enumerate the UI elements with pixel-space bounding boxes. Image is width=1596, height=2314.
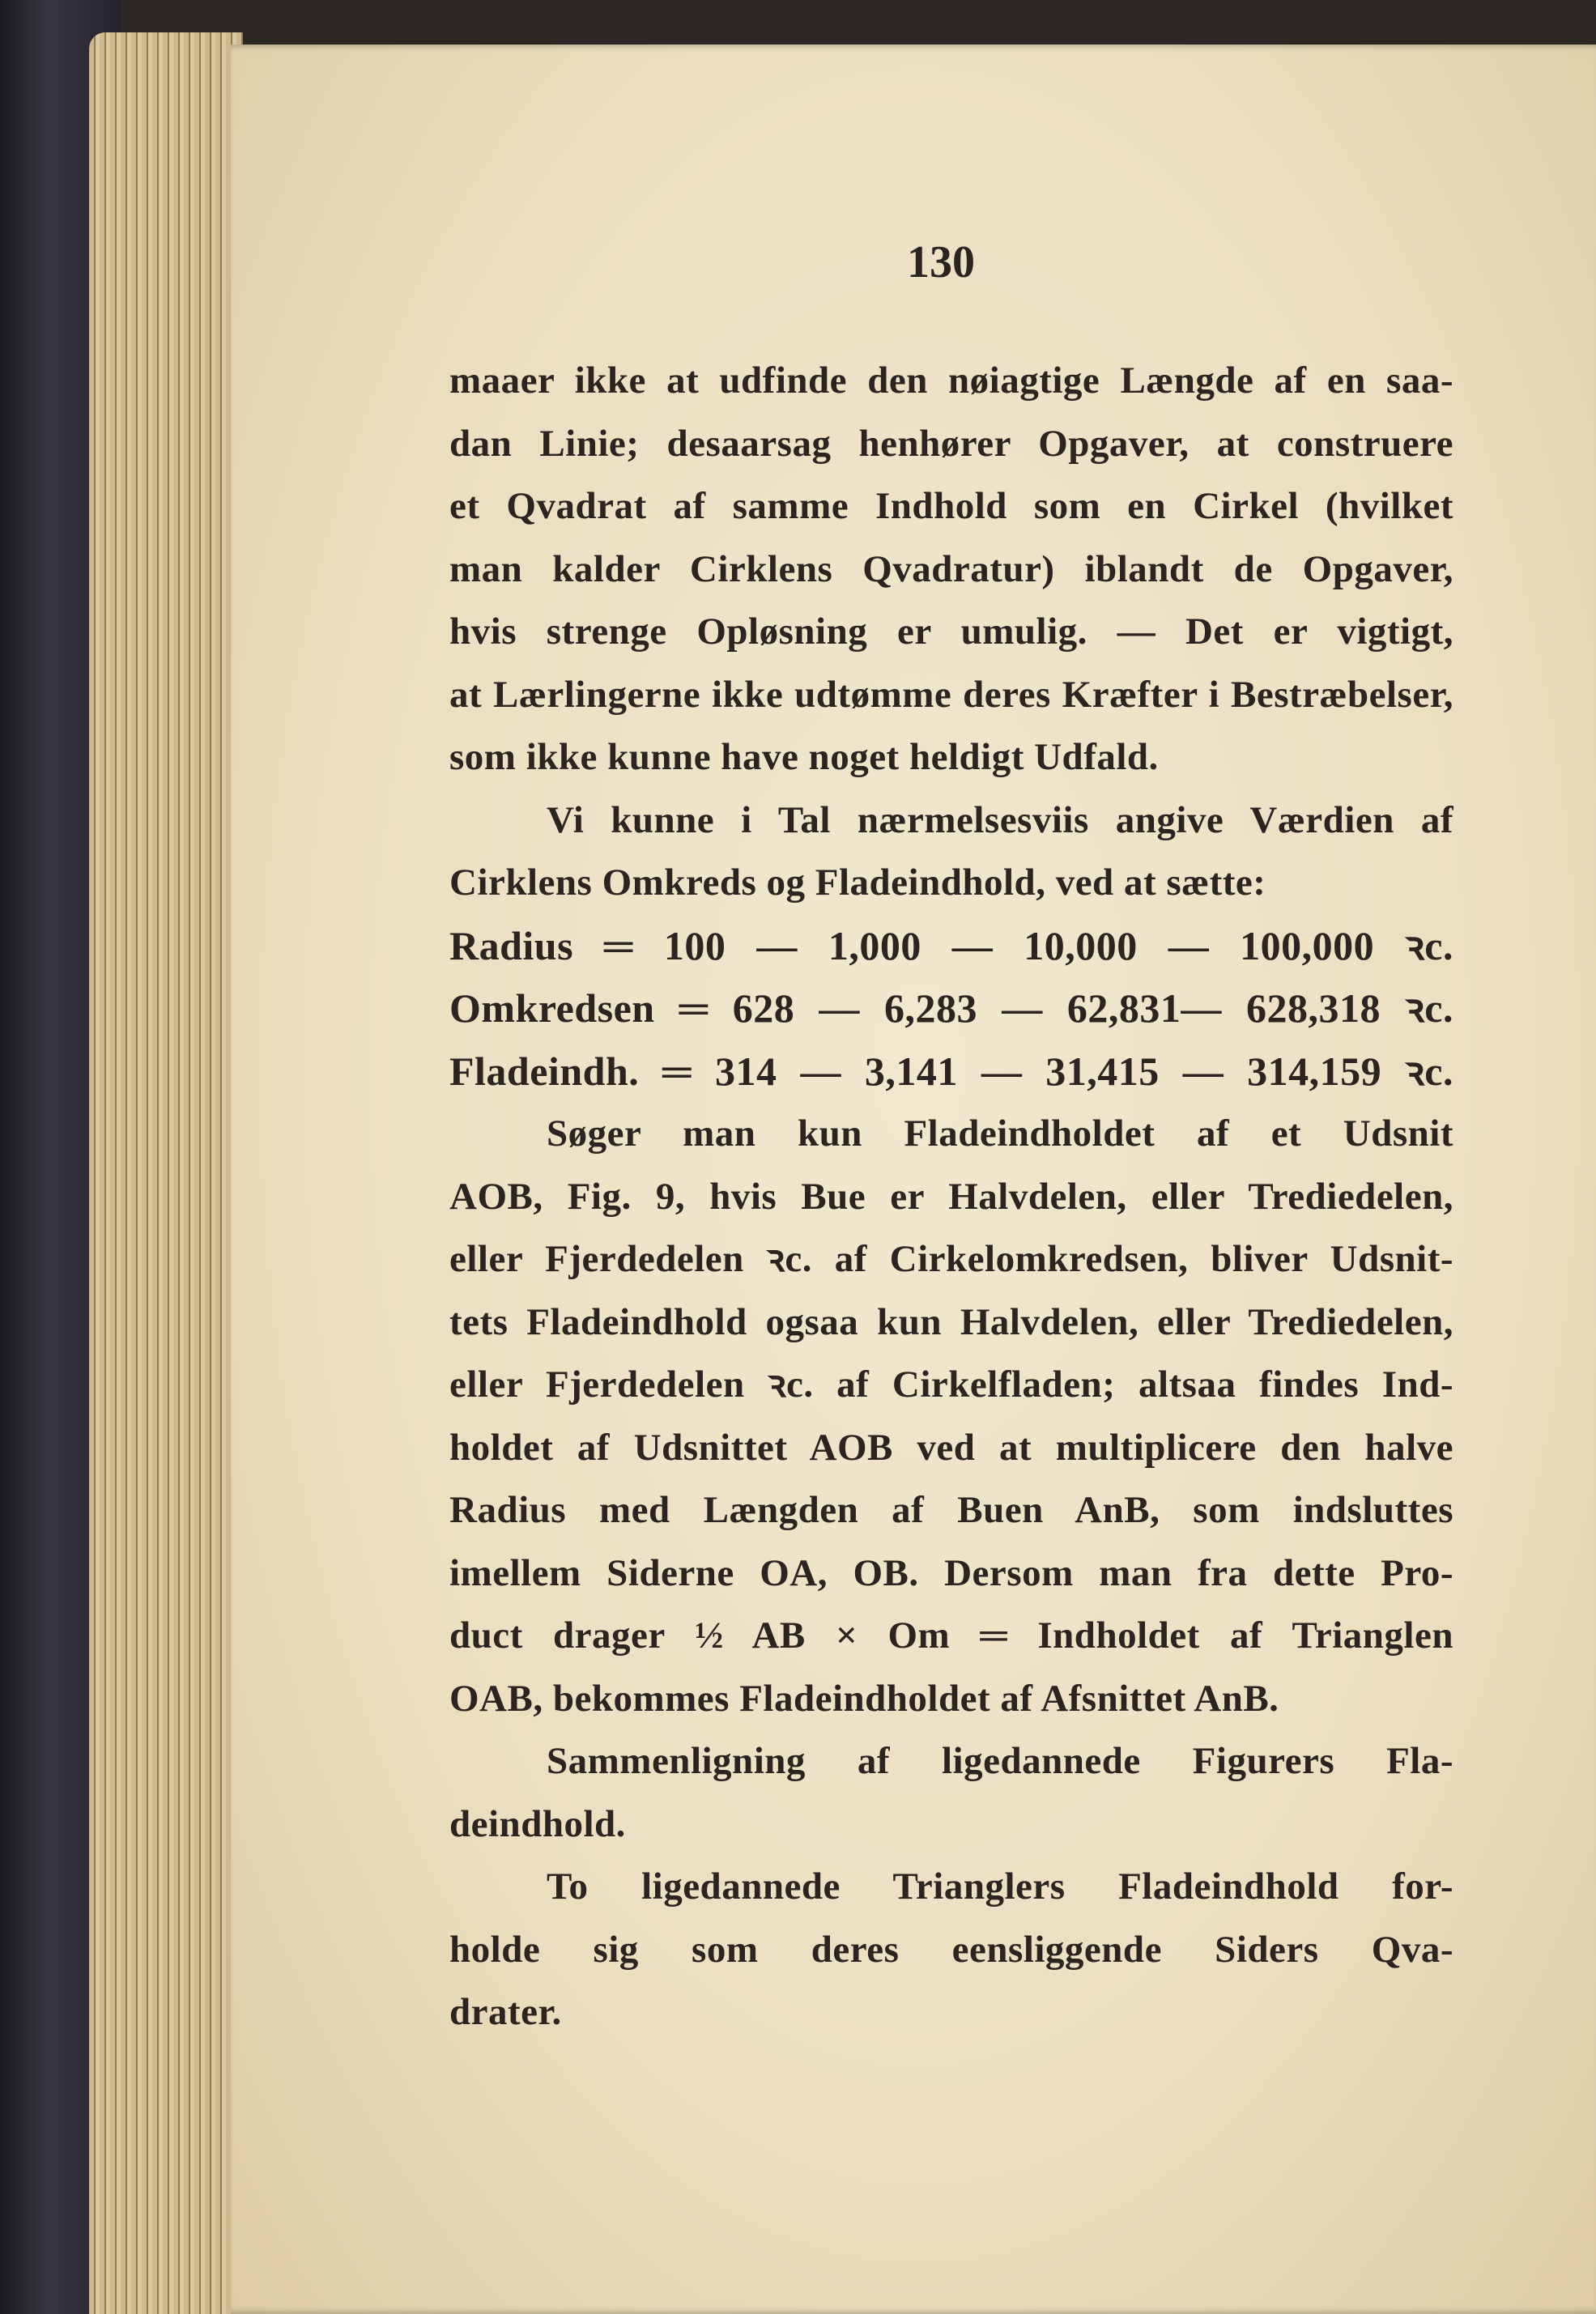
text-line: duct drager ½ AB × Om ═ Indholdet af Trianglen bbox=[449, 1614, 1453, 1657]
text-line: Cirklens Omkreds og Fladeindhold, ved at sætte: bbox=[449, 861, 1266, 904]
text-line: imellem Siderne OA, OB. Dersom man fra dette Pro- bbox=[449, 1551, 1453, 1594]
text-line: Radius med Længden af Buen AnB, som indsluttes bbox=[449, 1489, 1453, 1531]
text-line: som ikke kunne have noget heldigt Udfald. bbox=[449, 736, 1159, 778]
text-line: et Qvadrat af samme Indhold som en Cirkel (hvilket bbox=[449, 485, 1453, 527]
page-stack-edge bbox=[89, 32, 243, 2314]
equation-line: Radius ═ 100 — 1,000 — 10,000 — 100,000 ꝛc. bbox=[449, 922, 1453, 968]
text-line: holdet af Udsnittet AOB ved at multiplicere den halve bbox=[449, 1426, 1453, 1469]
text-line: To ligedannede Trianglers Fladeindhold for- bbox=[547, 1865, 1453, 1908]
text-line: dan Linie; desaarsag henhører Opgaver, at construere bbox=[449, 422, 1453, 465]
text-line: eller Fjerdedelen ꝛc. af Cirkelomkredsen, bliver Udsnit- bbox=[449, 1238, 1453, 1280]
page-body bbox=[449, 350, 1453, 2044]
paragraph bbox=[449, 350, 1453, 789]
equation-line: Fladeindh. ═ 314 — 3,141 — 31,415 — 314,159 ꝛc. bbox=[449, 1048, 1453, 1094]
text-line: deindhold. bbox=[449, 1802, 626, 1845]
text-line: OAB, bekommes Fladeindholdet af Afsnittet AnB. bbox=[449, 1677, 1279, 1720]
text-line: maaer ikke at udfinde den nøiagtige Længde af en saa- bbox=[449, 359, 1453, 402]
text-line: Søger man kun Fladeindholdet af et Udsnit bbox=[547, 1112, 1453, 1155]
text-line: man kalder Cirklens Qvadratur) iblandt de Opgaver, bbox=[449, 547, 1453, 590]
text-line: Sammenligning af ligedannede Figurers Fla- bbox=[547, 1740, 1453, 1782]
page-number: 130 bbox=[907, 237, 975, 287]
paragraph bbox=[449, 1730, 1453, 1856]
text-line: Vi kunne i Tal nærmelsesviis angive Værdien af bbox=[547, 798, 1453, 841]
paragraph bbox=[449, 1856, 1453, 2044]
text-line: holde sig som deres eensliggende Siders Qva- bbox=[449, 1928, 1453, 1971]
paragraph bbox=[449, 789, 1453, 915]
text-line: AOB, Fig. 9, hvis Bue er Halvdelen, eller Trediedelen, bbox=[449, 1175, 1453, 1218]
text-line: hvis strenge Opløsning er umulig. — Det er vigtigt, bbox=[449, 610, 1453, 653]
paragraph bbox=[449, 1103, 1453, 1730]
text-line: drater. bbox=[449, 1991, 562, 2033]
text-line: at Lærlingerne ikke udtømme deres Kræfter i Bestræbelser, bbox=[449, 673, 1453, 716]
text-line: eller Fjerdedelen ꝛc. af Cirkelfladen; altsaa findes Ind- bbox=[449, 1363, 1453, 1406]
paragraph bbox=[449, 915, 1453, 1104]
equation-line: Omkredsen ═ 628 — 6,283 — 62,831— 628,318 ꝛc. bbox=[449, 985, 1453, 1031]
text-line: tets Fladeindhold ogsaa kun Halvdelen, eller Trediedelen, bbox=[449, 1300, 1453, 1343]
